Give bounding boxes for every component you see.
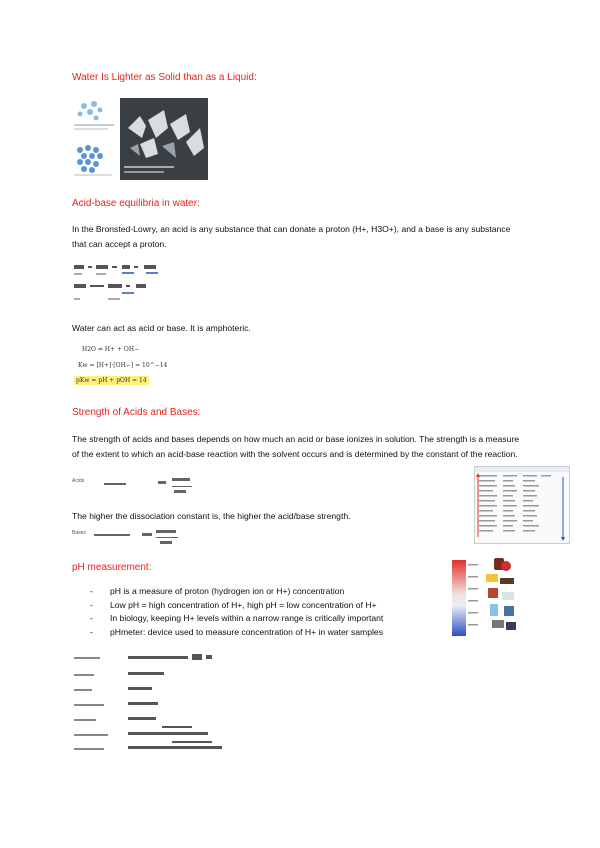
list-item xyxy=(90,585,383,599)
acid-constant-figure xyxy=(102,476,202,500)
bases-label: Bases xyxy=(72,530,86,536)
amphoteric-text: Water can act as acid or base. It is amphoteric. xyxy=(72,323,251,333)
bullet-marker: - xyxy=(90,599,93,610)
bronsted-lowry-paragraph: In the Bronsted-Lowry, an acid is any substance that can donate a proton (H+, H3O+), and a base is any substance that can accept a proton. xyxy=(72,224,511,249)
list-item xyxy=(90,599,383,613)
bullet-text: pHmeter: device used to measure concentration of H+ in water samples xyxy=(110,626,383,637)
ice-structure-figure xyxy=(70,98,116,180)
heading-acid-base-equilibria: Acid-base equilibria in water: xyxy=(72,198,200,209)
pkw-highlight: pKw = pH + pOH = 14 xyxy=(76,377,147,384)
heading-strength-acids-bases: Strength of Acids and Bases: xyxy=(72,407,201,418)
ph-bullet-list xyxy=(90,585,383,639)
bullet-text: In biology, keeping H+ levels within a narrow range is critically important xyxy=(110,613,384,623)
ionic-product-equation: Kw = [H+]·[OH−] = 10^−14 xyxy=(78,362,168,369)
dissociation-constant-text: The higher the dissociation constant is, the higher the acid/base strength. xyxy=(72,511,351,521)
strength-paragraph: The strength of acids and bases depends on how much an acid or base ionizes in solution. The strength is a measure of the extent to which an acid-base reaction with the solvent occurs and is determined by the constant of the reaction. xyxy=(72,434,519,459)
acid-strength-table xyxy=(474,466,570,544)
iceberg-photo xyxy=(120,98,208,180)
base-constant-figure xyxy=(92,528,192,548)
heading-water-lighter: Water Is Lighter as Solid than as a Liquid: xyxy=(72,72,257,83)
bullet-text: pH is a measure of proton (hydrogen ion or H+) concentration xyxy=(110,586,345,596)
bullet-marker: - xyxy=(90,613,93,623)
heading-ph-measurement: pH measurement: xyxy=(72,562,152,573)
bullet-text: Low pH = high concentration of H+, high pH = low concentration of H+ xyxy=(110,599,377,610)
bullet-marker: - xyxy=(90,626,93,637)
acids-label: Acids xyxy=(72,478,85,484)
ph-scale-figure xyxy=(448,556,524,640)
list-item xyxy=(90,612,383,626)
acid-base-reaction-figure xyxy=(72,262,172,306)
bullet-marker: - xyxy=(90,586,93,596)
water-dissociation-equation: H2O ⇌ H+ + OH− xyxy=(82,346,140,353)
list-item xyxy=(90,626,383,640)
ph-formulas-figure xyxy=(72,652,232,754)
pkw-equation xyxy=(74,377,149,384)
